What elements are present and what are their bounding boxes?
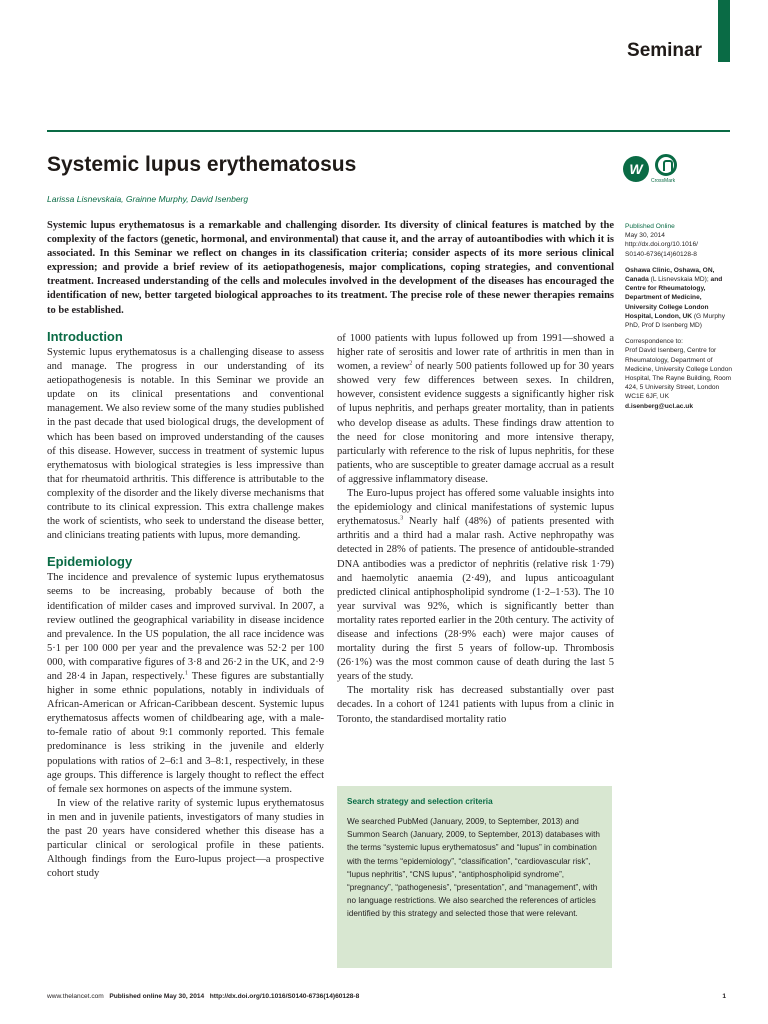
epidemiology-paragraph-2: In view of the relative rarity of systemic lupus erythematosus in men and in juvenile patients, investigators of many studies in the past 20 years have considered whether this disease has a particular clinical or serological profile in these patients. Although findings from the Euro-lupus project—a prospective cohort study <box>47 797 324 880</box>
right-paragraph-3: The mortality risk has decreased substantially over past decades. In a cohort of 1241 patients with lupus from a clinic in Toronto, the standardised mortality ratio <box>337 685 614 725</box>
reference-2[interactable]: 2 <box>409 360 413 367</box>
journal-tab-bar <box>718 0 730 62</box>
correspondence-label: Correspondence to: <box>625 338 683 346</box>
footer-doi-link[interactable]: http://dx.doi.org/10.1016/S0140-6736(14)60128-8 <box>209 993 360 1000</box>
body-column-right <box>337 332 614 727</box>
right-paragraph-2 <box>337 487 614 684</box>
reference-1[interactable]: 1 <box>184 670 188 677</box>
heading-introduction: Introduction <box>47 329 123 344</box>
affiliation-2-authors: (G Murphy PhD, Prof D Isenberg MD) <box>625 312 726 330</box>
affiliation-2: and Centre for Rheumatology, Department of Medicine, University College London Hospital, London, UK <box>625 276 723 320</box>
doi-link-line1[interactable]: http://dx.doi.org/10.1016/ <box>625 241 698 249</box>
logo-group <box>623 152 683 186</box>
crossmark-label: CrossMark <box>651 178 676 184</box>
right-text-1a: of 1000 patients with lupus followed up from 1991—showed a higher rate of serositis and lower rate of arthritis in men than in women, a review <box>337 333 614 373</box>
right-paragraph-1 <box>337 332 614 487</box>
right-text-2b: Nearly half (48%) of patients presented with arthritis and a third had a malar rash. Active nephropathy was detected in 28% of patients. The presence of antidouble-stranded DNA antibodies was a predictor of nephritis (relative risk 1·79) and haemolytic anaemia (2·49), and lupus anticoagulant predicted clinical antiphospholipid syndrome (1·2–1·53). The 10 year survival was 92%, which is significantly better than mortality rates reported earlier in the 20th century. The activity of disease and infections (28·9% each) were major causes of mortality during the first 5 years of follow-up. Thrombosis (26·1%) was the most common cause of death during the last 5 years of the study. <box>337 516 614 683</box>
affiliation-1: Oshawa Clinic, Oshawa, ON, Canada <box>625 266 715 284</box>
epi-text-b: These figures are substantially higher in some ethnic populations, notably in individuals of African-American or African-Caribbean descent. Systemic lupus erythematosus affects women of childbearing age, with a male-to-female ratio of about 9:1 commonly reported. This female predominance is less striking in the juvenile and elderly populations with ratios of 2–6:1 and 3–8:1, respectively, in these age groups. This difference is largely thought to reflect the effect of female sex hormones on aspects of the immune system. <box>47 670 324 795</box>
footer-site-link[interactable]: www.thelancet.com <box>47 993 104 1000</box>
lancet-w-icon: W <box>623 156 649 182</box>
published-date: May 30, 2014 <box>625 232 665 240</box>
affiliation-1-author: (L Lisnevskaia MD); <box>648 276 709 284</box>
correspondence-address: Prof David Isenberg, Centre for Rheumatology, Department of Medicine, University College London Hospital, The Rayne Building, Room 424, 5 University Street, London WC1E 6JF, UK <box>625 347 733 401</box>
crossmark-icon[interactable] <box>655 154 677 176</box>
published-label: Published Online <box>625 223 675 230</box>
epi-text-a: The incidence and prevalence of systemic lupus erythematosus seems to be increasing, probably because of both the identification of milder cases and improved survival. In 2007, a review outlined the geographical variability in disease incidence and prevalence. In the US population, the all race incidence was 5·1 per 100 000 per year and the prevalence was 52·2 per 100 000, with comparative figures of 3·8 and 26·2 in the UK, and 2·9 and 28·4 in Japan, respectively. <box>47 572 324 682</box>
search-strategy-panel <box>337 786 612 968</box>
page-number: 1 <box>722 993 726 1000</box>
reference-3[interactable]: 3 <box>400 515 404 522</box>
intro-paragraph: Systemic lupus erythematosus is a challenging disease to assess and manage. The progress in our understanding of its aetiopathogenesis is notable. In this Seminar we provide an update on its clinical presentations and conventional management. We also review some of the many studies published in the past decade that used biological drugs, the development of which has been based on improved understanding of the causes of this disease. However, success in treatment of systemic lupus erythematosus with biological strategies is less impressive than that for rheumatoid arthritis. This difference is attributable to the complexity of the disorder and the likely diverse mechanisms that contribute to its clinical expression. This extra challenge makes the work of scientists, who seek to understand the disease better, and clinicians treating patients with lupus, more demanding. <box>47 347 324 542</box>
article-title: Systemic lupus erythematosus <box>47 153 357 176</box>
section-label: Seminar <box>627 40 702 61</box>
search-strategy-text: We searched PubMed (January, 2009, to September, 2013) and Summon Search (January, 2009, to September, 2013) databases with the terms “systemic lupus erythematosus” and “lupus” in combination with the terms “epidemiology”, “classification”, “cardiovascular risk”, “lupus nephritis”, “CNS lupus”, “antiphospholipid syndrome”, “pregnancy”, “pathogenesis”, “presentation”, and “management”, with no language restrictions. We also searched the references of articles identified by this strategy and selected those that were relevant. <box>347 817 600 919</box>
right-text-1b: of nearly 500 patients followed up for 30 years showed very few differences between sexes. In children, however, consistent evidence suggests a significantly higher risk of lupus nephritis, and perhaps greater mortality, than in patients who develop disease as adults. These findings draw attention to the need for close monitoring and more intensive therapy, particularly with reference to the risk of lupus nephritis, for these patients, who are susceptible to greater damage accrual as a result of aggressive inflammatory disease. <box>337 361 614 485</box>
header-rule <box>47 130 730 132</box>
heading-epidemiology: Epidemiology <box>47 554 133 570</box>
right-text-2a: The Euro-lupus project has offered some valuable insights into the epidemiology and clinical manifestations of systemic lupus erythematosus. <box>337 488 614 528</box>
footer-published: Published online May 30, 2014 <box>109 993 205 1000</box>
footer-citation <box>47 993 359 1000</box>
doi-link-line2[interactable]: S0140-6736(14)60128-8 <box>625 250 697 258</box>
search-strategy-title: Search strategy and selection criteria <box>347 797 493 806</box>
publication-info <box>625 222 733 259</box>
epidemiology-paragraph-1 <box>47 571 324 797</box>
margin-sidebar <box>625 222 733 418</box>
abstract: Systemic lupus erythematosus is a remarkable and challenging disorder. Its diversity of clinical features is matched by the complexity of the factors (genetic, hormonal, and environmental) that cause it, and the array of autoantibodies with which it is associated. In this Seminar we reflect on changes in its classification criteria; consider aspects of its more serious clinical expression; and provide a brief review of its aetiopathogenesis, major complications, coping strategies, and conventional treatment. Increased understanding of the cells and molecules involved in the development of the diseases has encouraged the identification of new, better targeted biological approaches to its treatment. The precise role of these newer therapies remains to be established. <box>47 220 614 316</box>
correspondence <box>625 337 733 411</box>
correspondence-email[interactable]: d.isenberg@ucl.ac.uk <box>625 402 693 410</box>
article-authors: Larissa Lisnevskaia, Grainne Murphy, David Isenberg <box>47 194 249 204</box>
affiliations <box>625 266 733 330</box>
body-column-left <box>47 328 324 881</box>
